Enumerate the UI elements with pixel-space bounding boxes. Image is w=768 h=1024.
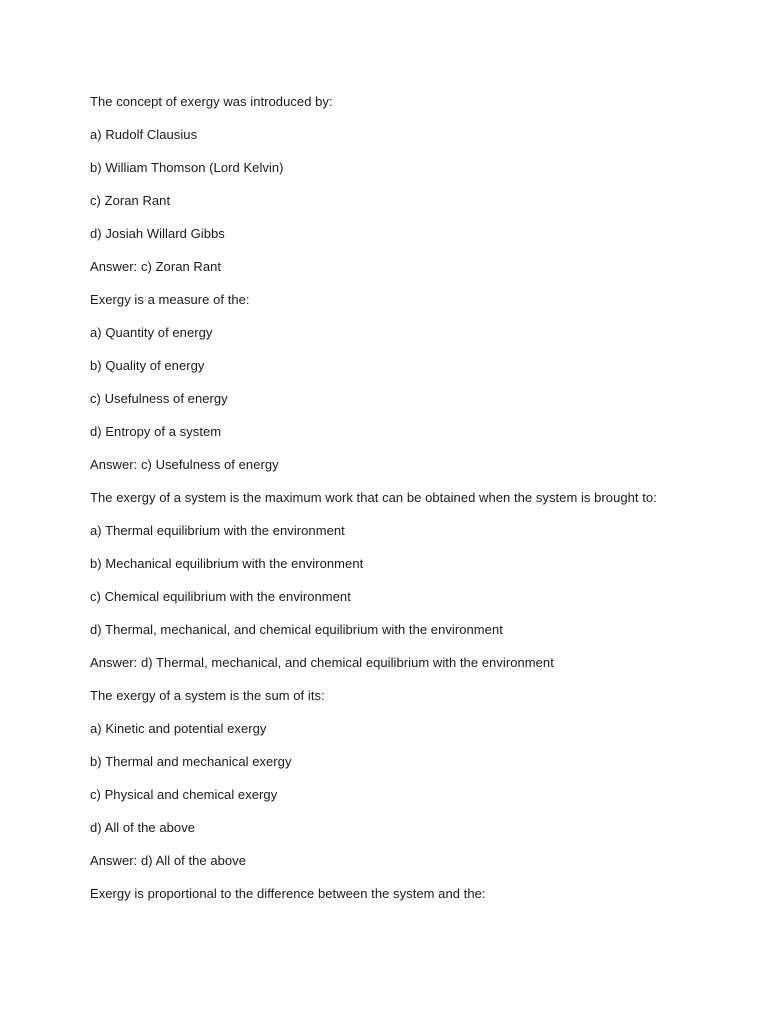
question-2-option-c: c) Usefulness of energy [90,391,228,406]
question-2-text: Exergy is a measure of the: [90,292,250,307]
question-4-text: The exergy of a system is the sum of its: [90,688,325,703]
question-3-answer: Answer: d) Thermal, mechanical, and chemical equilibrium with the environment [90,655,554,670]
question-1-option-d: d) Josiah Willard Gibbs [90,226,225,241]
question-1-text: The concept of exergy was introduced by: [90,94,333,109]
question-3-option-a: a) Thermal equilibrium with the environment [90,523,345,538]
question-3-option-b: b) Mechanical equilibrium with the environment [90,556,364,571]
question-4-answer: Answer: d) All of the above [90,853,246,868]
question-4-option-b: b) Thermal and mechanical exergy [90,754,292,769]
question-4-option-c: c) Physical and chemical exergy [90,787,278,802]
question-1-option-c: c) Zoran Rant [90,193,171,208]
question-1-option-b: b) William Thomson (Lord Kelvin) [90,160,284,175]
question-1-option-a: a) Rudolf Clausius [90,127,198,142]
question-3-option-c: c) Chemical equilibrium with the environment [90,589,351,604]
question-5-text: Exergy is proportional to the difference between the system and the: [90,886,486,901]
question-2-option-d: d) Entropy of a system [90,424,222,439]
question-2-option-a: a) Quantity of energy [90,325,213,340]
document-body [90,92,730,917]
question-4-option-a: a) Kinetic and potential exergy [90,721,267,736]
question-2-option-b: b) Quality of energy [90,358,205,373]
question-1-answer: Answer: c) Zoran Rant [90,259,222,274]
question-3-option-d: d) Thermal, mechanical, and chemical equilibrium with the environment [90,622,503,637]
question-3-text: The exergy of a system is the maximum work that can be obtained when the system is brought to: [90,490,657,505]
question-4-option-d: d) All of the above [90,820,196,835]
question-2-answer: Answer: c) Usefulness of energy [90,457,279,472]
